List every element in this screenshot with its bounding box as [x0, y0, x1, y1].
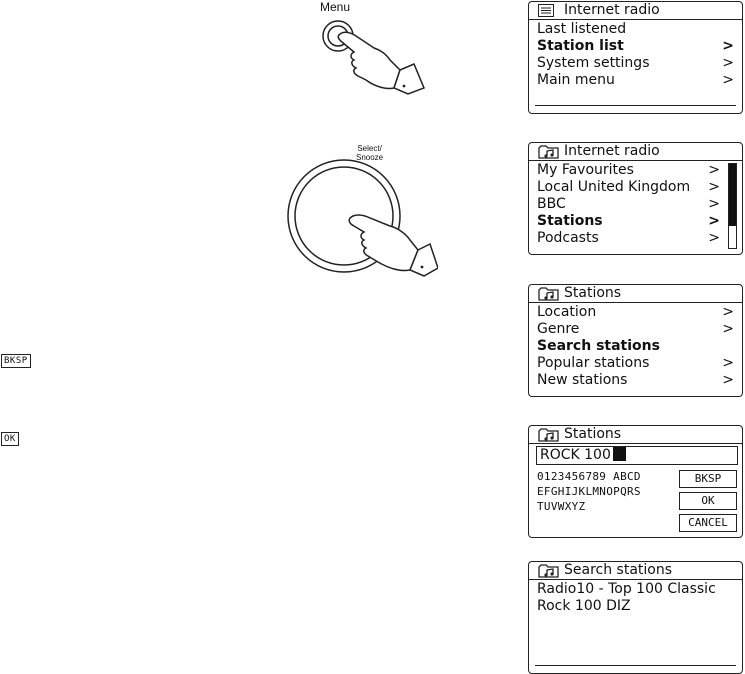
- list-item[interactable]: BBC >: [537, 196, 720, 212]
- keyboard-row[interactable]: TUVWXYZ: [537, 500, 586, 513]
- chevron-right-icon: >: [722, 355, 734, 371]
- menu-press-illustration: [300, 14, 430, 99]
- chevron-right-icon: >: [708, 162, 720, 178]
- list-item[interactable]: My Favourites >: [537, 162, 720, 178]
- list-item[interactable]: Location >: [537, 304, 734, 320]
- list-item[interactable]: Main menu >: [537, 72, 734, 88]
- screen-bottom-divider: [535, 105, 736, 106]
- list-item[interactable]: Podcasts >: [537, 230, 720, 246]
- screen-title: Internet radio: [564, 143, 660, 159]
- list-item-selected[interactable]: Stations >: [537, 213, 720, 229]
- list-item[interactable]: Genre >: [537, 321, 734, 337]
- chevron-right-icon: >: [722, 38, 734, 54]
- chevron-right-icon: >: [722, 55, 734, 71]
- screen-title-bar: [529, 562, 742, 580]
- screen-title: Stations: [564, 285, 622, 301]
- list-item[interactable]: Last listened: [537, 21, 627, 37]
- chevron-right-icon: >: [722, 304, 734, 320]
- list-icon: [538, 3, 560, 18]
- lcd-screen-search-entry: [528, 425, 743, 538]
- screen-title-bar: [529, 143, 742, 161]
- screen-title-bar: [529, 2, 742, 20]
- screen-title: Search stations: [564, 562, 673, 578]
- scrollbar-thumb[interactable]: [729, 164, 736, 226]
- chevron-right-icon: >: [708, 179, 720, 195]
- lcd-screen-search-results: [528, 561, 743, 674]
- select-dial-illustration: [278, 158, 438, 280]
- chevron-right-icon: >: [708, 196, 720, 212]
- select-snooze-label: Select/ Snooze: [356, 144, 384, 162]
- list-item[interactable]: Radio10 - Top 100 Classic: [537, 581, 716, 597]
- chevron-right-icon: >: [722, 321, 734, 337]
- screen-bottom-divider: [535, 665, 736, 666]
- list-item[interactable]: Popular stations >: [537, 355, 734, 371]
- list-item[interactable]: New stations >: [537, 372, 734, 388]
- lcd-screen-internet-radio-list: [528, 142, 743, 255]
- list-item[interactable]: System settings >: [537, 55, 734, 71]
- lcd-screen-stations-menu: [528, 284, 743, 397]
- screen-title: Stations: [564, 426, 622, 442]
- cancel-button[interactable]: CANCEL: [679, 514, 737, 532]
- chevron-right-icon: >: [708, 213, 720, 229]
- scrollbar[interactable]: [728, 163, 737, 249]
- screen-title-bar: [529, 426, 742, 444]
- backspace-button[interactable]: BKSP: [679, 470, 737, 488]
- keyboard-row[interactable]: 0123456789 ABCD: [537, 470, 641, 483]
- radio-folder-icon: [538, 144, 560, 159]
- radio-folder-icon: [538, 563, 560, 578]
- screen-title: Internet radio: [564, 2, 660, 18]
- menu-button-label: Menu: [320, 0, 351, 14]
- chevron-right-icon: >: [722, 72, 734, 88]
- keyboard-row[interactable]: EFGHIJKLMNOPQRS: [537, 485, 641, 498]
- screen-title-bar: [529, 285, 742, 303]
- list-item-selected[interactable]: Station list >: [537, 38, 734, 54]
- ok-key-glyph: OK: [1, 432, 19, 446]
- ok-button[interactable]: OK: [679, 492, 737, 510]
- list-item-selected[interactable]: Search stations: [537, 338, 660, 354]
- list-item[interactable]: Rock 100 DIZ: [537, 598, 631, 614]
- hand-pointer-icon: [338, 32, 400, 88]
- radio-folder-icon: [538, 286, 560, 301]
- radio-folder-icon: [538, 427, 560, 442]
- lcd-screen-internet-radio-menu: [528, 1, 743, 114]
- search-input[interactable]: ROCK 100: [536, 446, 738, 465]
- chevron-right-icon: >: [722, 372, 734, 388]
- list-item[interactable]: Local United Kingdom >: [537, 179, 720, 195]
- text-cursor: [613, 447, 626, 461]
- chevron-right-icon: >: [708, 230, 720, 246]
- bksp-key-glyph: BKSP: [1, 354, 31, 368]
